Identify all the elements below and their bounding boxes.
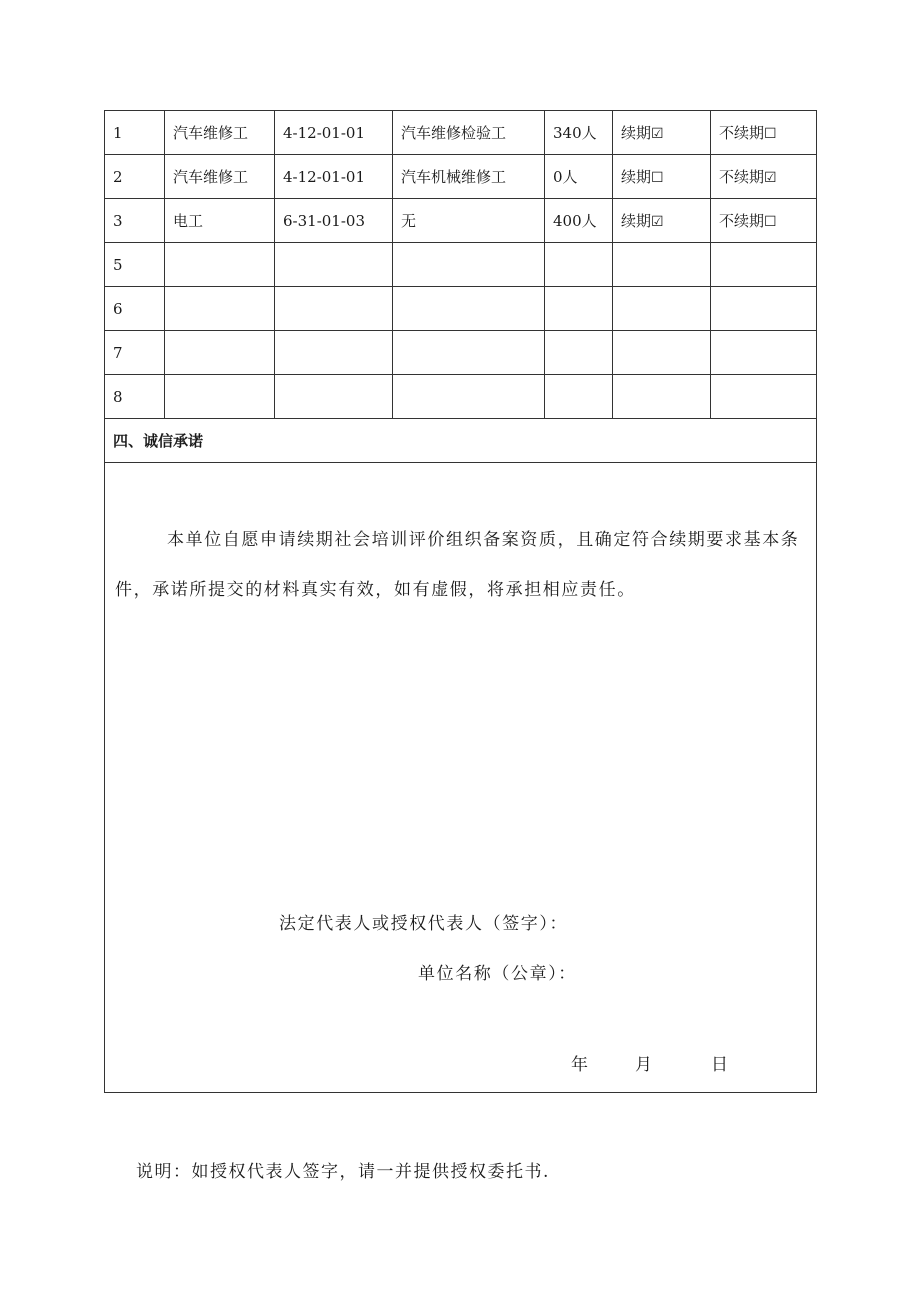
table-row xyxy=(105,111,817,155)
table-body xyxy=(105,111,817,1093)
table-row xyxy=(105,375,817,419)
job-title xyxy=(393,287,545,331)
date-year: 年 xyxy=(571,1055,588,1075)
person-count: 400人 xyxy=(545,199,613,243)
trade-name: 汽车维修工 xyxy=(165,111,275,155)
row-number: 2 xyxy=(105,155,165,199)
table-row xyxy=(105,243,817,287)
trade-code xyxy=(275,243,393,287)
trade-name: 汽车维修工 xyxy=(165,155,275,199)
trade-name xyxy=(165,287,275,331)
person-count xyxy=(545,331,613,375)
no-renew-option xyxy=(711,287,817,331)
row-number: 6 xyxy=(105,287,165,331)
no-renew-checkbox-icon[interactable]: ☑ xyxy=(764,170,777,186)
signature-label: 法定代表人或授权代表人（签字）： xyxy=(279,914,569,934)
no-renew-option xyxy=(711,155,817,199)
person-count: 0人 xyxy=(545,155,613,199)
no-renew-label: 不续期 xyxy=(719,168,765,186)
person-count xyxy=(545,243,613,287)
no-renew-option xyxy=(711,331,817,375)
row-number: 1 xyxy=(105,111,165,155)
date-day: 日 xyxy=(711,1055,728,1075)
job-title xyxy=(393,331,545,375)
no-renew-option xyxy=(711,243,817,287)
no-renew-label: 不续期 xyxy=(719,212,765,230)
trade-code xyxy=(275,375,393,419)
trade-code xyxy=(275,331,393,375)
renew-checkbox-icon[interactable]: ☐ xyxy=(651,170,664,186)
no-renew-option xyxy=(711,111,817,155)
renew-label: 续期 xyxy=(621,124,652,142)
unit-name-label: 单位名称（公章）： xyxy=(418,964,577,984)
renew-option xyxy=(613,375,711,419)
trade-name xyxy=(165,243,275,287)
table-row xyxy=(105,155,817,199)
section-4-header-row xyxy=(105,419,817,463)
renew-option xyxy=(613,331,711,375)
person-count: 340人 xyxy=(545,111,613,155)
job-title xyxy=(393,243,545,287)
footnote: 说明：如授权代表人签字，请一并提供授权委托书. xyxy=(136,1162,550,1182)
table-row xyxy=(105,199,817,243)
section-4-body-row xyxy=(105,463,817,1093)
renew-option xyxy=(613,155,711,199)
renew-option xyxy=(613,287,711,331)
renew-checkbox-icon[interactable]: ☑ xyxy=(651,214,664,230)
section-4-title: 四、诚信承诺 xyxy=(105,419,817,463)
row-number: 3 xyxy=(105,199,165,243)
renew-label: 续期 xyxy=(621,212,652,230)
promise-cell xyxy=(105,463,817,1093)
trade-code: 4-12-01-01 xyxy=(275,111,393,155)
no-renew-label: 不续期 xyxy=(719,124,765,142)
table-row xyxy=(105,331,817,375)
renew-label: 续期 xyxy=(621,168,652,186)
renew-option xyxy=(613,243,711,287)
renew-option xyxy=(613,111,711,155)
job-title xyxy=(393,375,545,419)
row-number: 7 xyxy=(105,331,165,375)
no-renew-option xyxy=(711,199,817,243)
renew-option xyxy=(613,199,711,243)
no-renew-checkbox-icon[interactable]: ☐ xyxy=(764,214,777,230)
no-renew-checkbox-icon[interactable]: ☐ xyxy=(764,126,777,142)
trade-name xyxy=(165,375,275,419)
table-row xyxy=(105,287,817,331)
person-count xyxy=(545,375,613,419)
trade-code xyxy=(275,287,393,331)
row-number: 5 xyxy=(105,243,165,287)
renewal-table xyxy=(104,110,817,1093)
promise-text: 本单位自愿申请续期社会培训评价组织备案资质，且确定符合续期要求基本条件，承诺所提交的材料真实有效，如有虚假，将承担相应责任。 xyxy=(115,530,800,600)
renew-checkbox-icon[interactable]: ☑ xyxy=(651,126,664,142)
no-renew-option xyxy=(711,375,817,419)
job-title: 无 xyxy=(393,199,545,243)
trade-code: 4-12-01-01 xyxy=(275,155,393,199)
trade-code: 6-31-01-03 xyxy=(275,199,393,243)
row-number: 8 xyxy=(105,375,165,419)
trade-name: 电工 xyxy=(165,199,275,243)
job-title: 汽车维修检验工 xyxy=(393,111,545,155)
job-title: 汽车机械维修工 xyxy=(393,155,545,199)
date-month: 月 xyxy=(635,1055,652,1075)
trade-name xyxy=(165,331,275,375)
person-count xyxy=(545,287,613,331)
